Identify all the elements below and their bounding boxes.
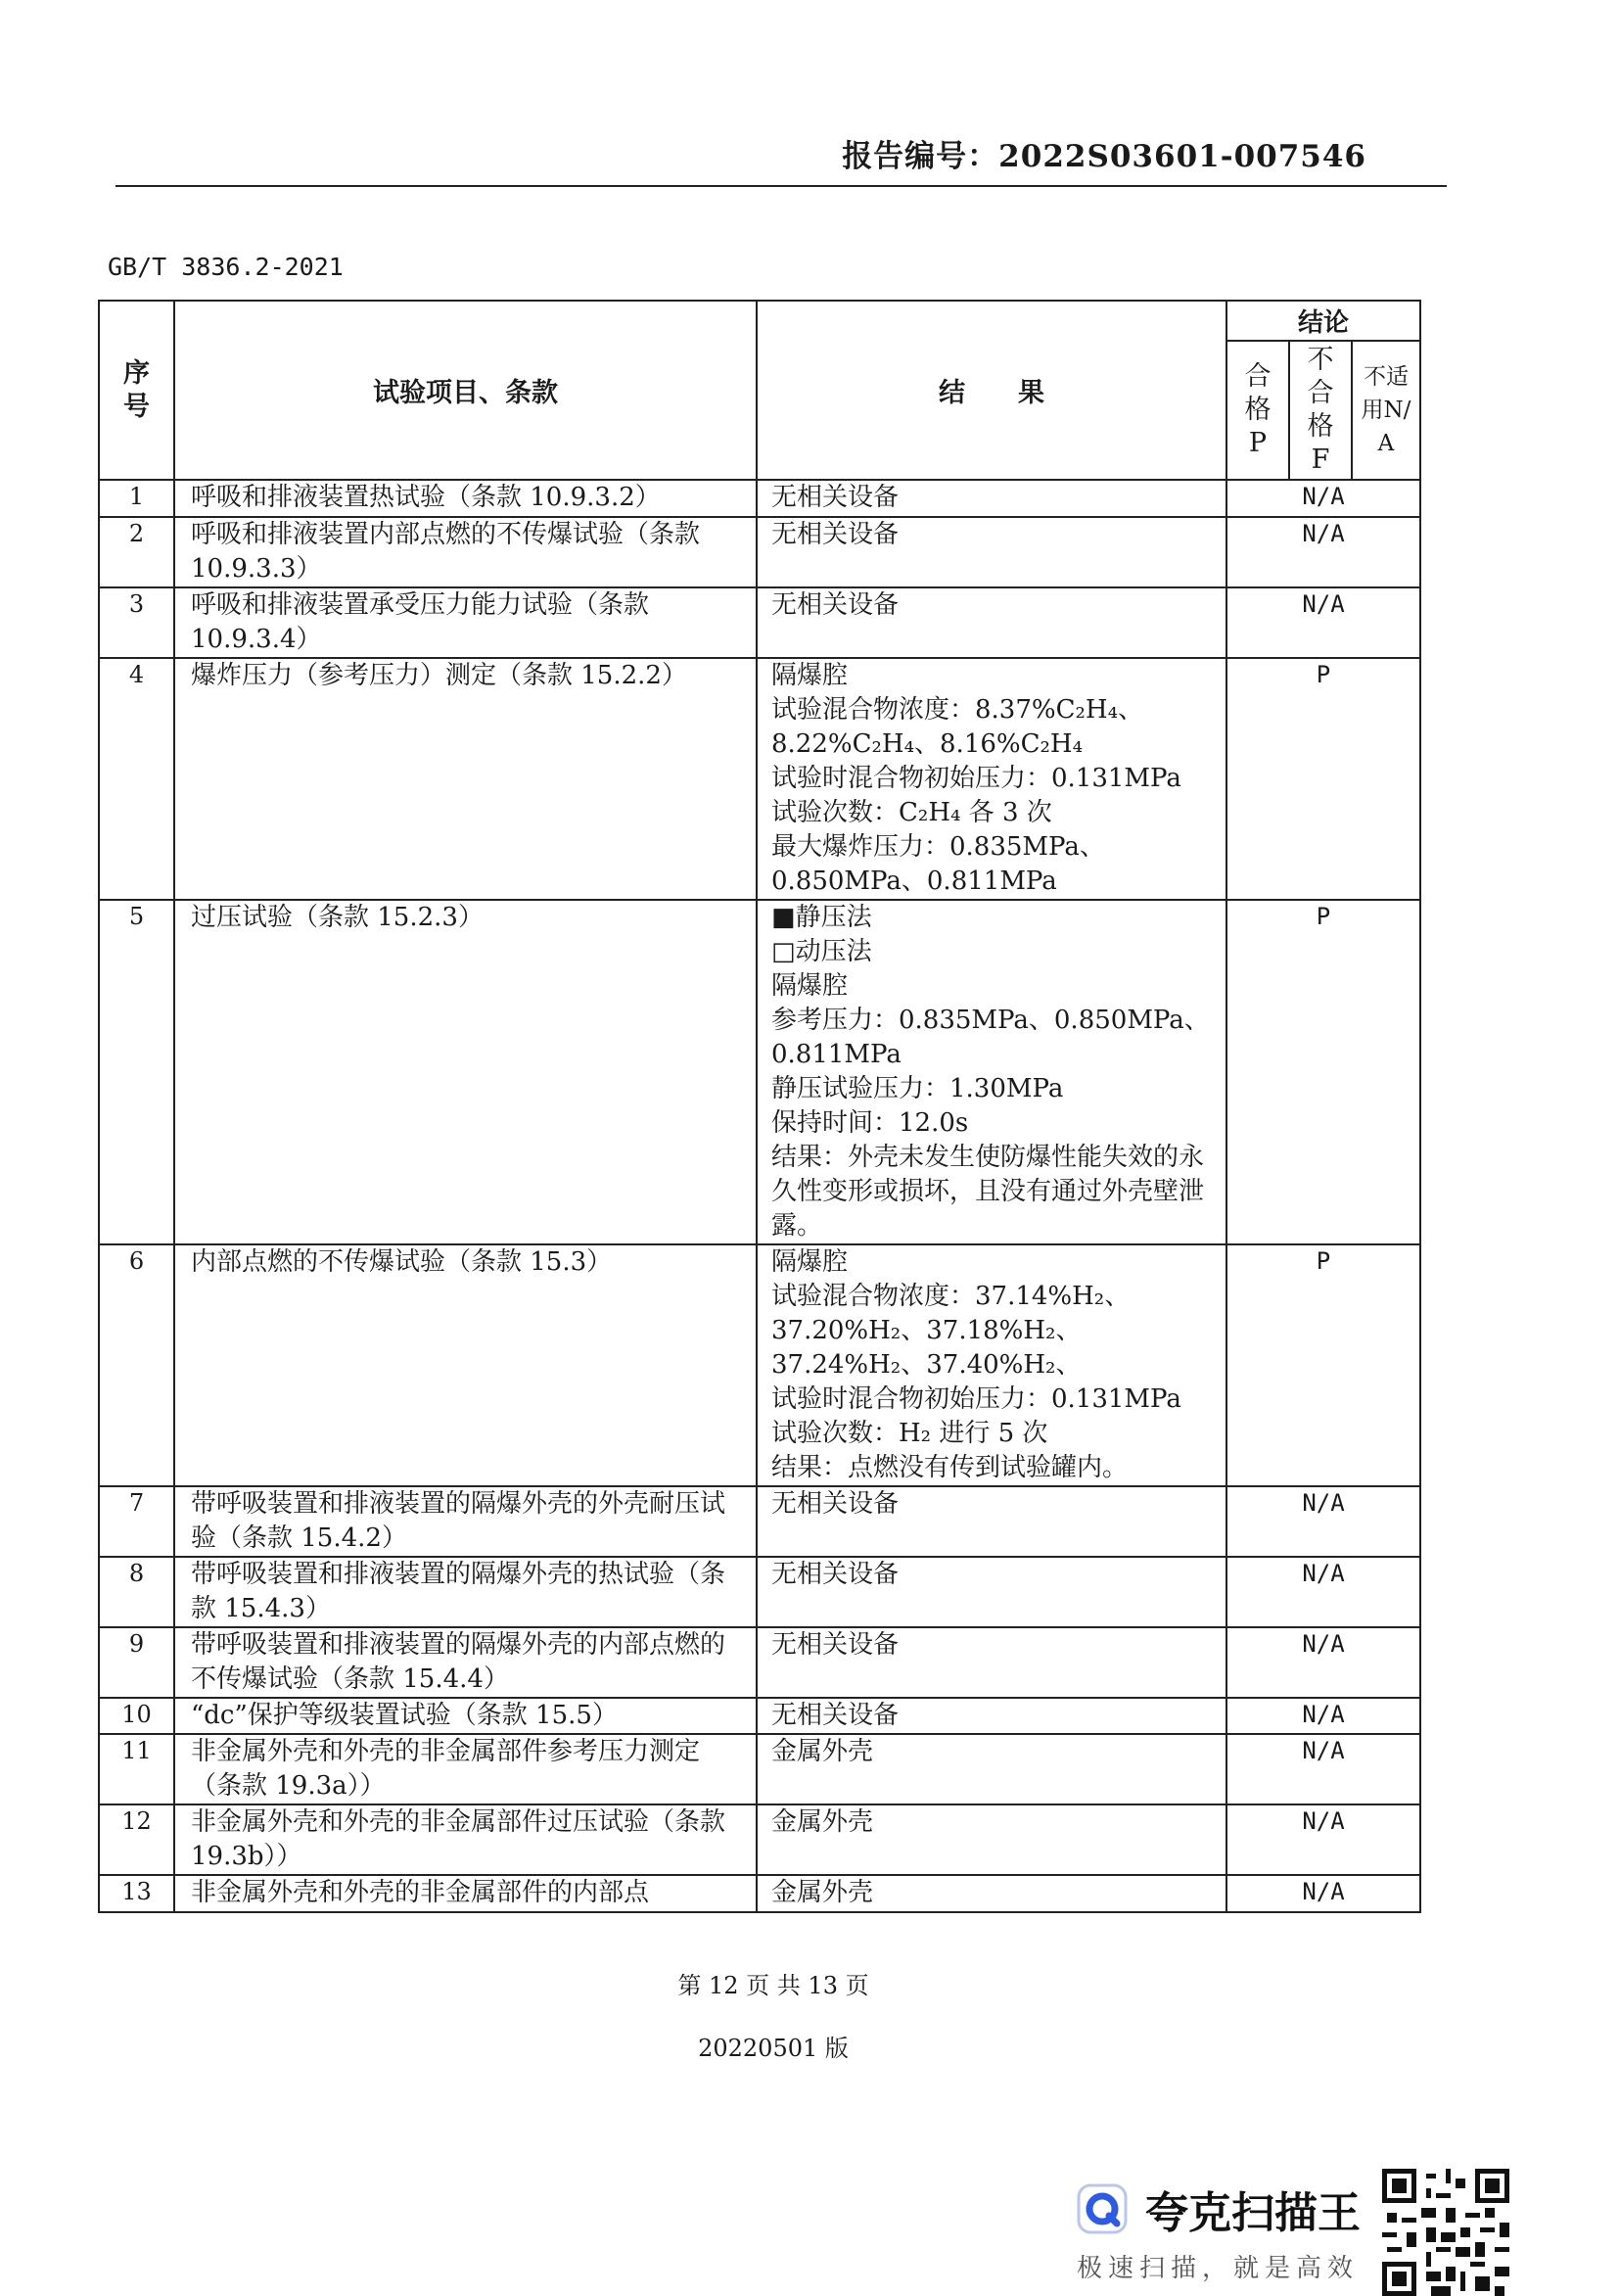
test-item: 非金属外壳和外壳的非金属部件参考压力测定（条款 19.3a）） xyxy=(174,1734,757,1804)
col-no-label: 序号 xyxy=(122,357,150,422)
table-row xyxy=(99,1486,1420,1557)
conclusion: N/A xyxy=(1226,1627,1420,1698)
result-line: 结果：点燃没有传到试验罐内。 xyxy=(771,1453,1129,1482)
table-row xyxy=(99,1698,1420,1734)
conclusion: N/A xyxy=(1226,587,1420,658)
table-row xyxy=(99,1627,1420,1698)
conclusion: N/A xyxy=(1226,1875,1420,1912)
test-item: 内部点燃的不传爆试验（条款 15.3） xyxy=(174,1244,757,1486)
result-line: 试验混合物浓度：8.37%C₂H₄、8.22%C₂H₄、8.16%C₂H₄ xyxy=(771,695,1144,759)
test-result xyxy=(757,1698,1226,1734)
row-number: 7 xyxy=(99,1486,174,1557)
test-item: 呼吸和排液装置承受压力能力试验（条款 10.9.3.4） xyxy=(174,587,757,658)
page-number: 第 12 页 共 13 页 xyxy=(677,1972,869,1999)
result-line: 参考压力：0.835MPa、0.850MPa、0.811MPa xyxy=(771,1006,1210,1069)
row-number: 9 xyxy=(99,1627,174,1698)
result-line: 无相关设备 xyxy=(771,1701,900,1730)
result-line: 保持时间：12.0s xyxy=(771,1108,969,1138)
test-item: “dc”保护等级装置试验（条款 15.5） xyxy=(174,1698,757,1734)
column-header-pass xyxy=(1226,341,1289,480)
test-result xyxy=(757,1875,1226,1912)
result-line: 无相关设备 xyxy=(771,1489,900,1519)
table-row xyxy=(99,1244,1420,1486)
result-line: 无相关设备 xyxy=(771,1630,900,1660)
table-row xyxy=(99,1557,1420,1627)
row-number: 2 xyxy=(99,517,174,587)
test-result xyxy=(757,1244,1226,1486)
report-number: 报告编号：2022S03601-007546 xyxy=(842,139,1366,174)
col-fail-label: 不合格F xyxy=(1307,345,1334,475)
conclusion: N/A xyxy=(1226,1486,1420,1557)
conclusion: P xyxy=(1226,900,1420,1244)
result-line: 静压试验压力：1.30MPa xyxy=(771,1074,1064,1103)
qr-code-icon xyxy=(1382,2169,1509,2296)
result-line: 无相关设备 xyxy=(771,590,900,620)
result-line: 金属外壳 xyxy=(771,1878,874,1907)
scanner-logo-icon xyxy=(1077,2183,1128,2234)
result-line: 隔爆腔 xyxy=(771,661,849,690)
row-number: 13 xyxy=(99,1875,174,1912)
test-result xyxy=(757,1627,1226,1698)
row-number: 11 xyxy=(99,1734,174,1804)
test-item: 呼吸和排液装置内部点燃的不传爆试验（条款 10.9.3.3） xyxy=(174,517,757,587)
result-line: 试验时混合物初始压力：0.131MPa xyxy=(771,1384,1181,1414)
test-result xyxy=(757,1557,1226,1627)
test-result xyxy=(757,658,1226,900)
conclusion: N/A xyxy=(1226,1557,1420,1627)
conclusion: P xyxy=(1226,658,1420,900)
test-item: 带呼吸装置和排液装置的隔爆外壳的热试验（条款 15.4.3） xyxy=(174,1557,757,1627)
row-number: 5 xyxy=(99,900,174,1244)
conclusion: N/A xyxy=(1226,1804,1420,1875)
column-header-na xyxy=(1352,341,1420,480)
table-row xyxy=(99,480,1420,517)
test-result xyxy=(757,1486,1226,1557)
result-line: 试验混合物浓度：37.14%H₂、37.20%H₂、37.18%H₂、37.24%H₂、37.40%H₂、 xyxy=(771,1282,1131,1380)
col-pass-label: 合格P xyxy=(1244,361,1272,458)
table-row xyxy=(99,1875,1420,1912)
table-row xyxy=(99,900,1420,1244)
result-line: 试验次数：C₂H₄ 各 3 次 xyxy=(771,798,1052,827)
result-line: 无相关设备 xyxy=(771,520,900,549)
row-number: 12 xyxy=(99,1804,174,1875)
result-line: 最大爆炸压力：0.835MPa、0.850MPa、0.811MPa xyxy=(771,832,1105,896)
table-row xyxy=(99,1804,1420,1875)
result-line: 隔爆腔 xyxy=(771,1247,849,1277)
test-result xyxy=(757,1804,1226,1875)
test-item: 爆炸压力（参考压力）测定（条款 15.2.2） xyxy=(174,658,757,900)
table-row xyxy=(99,658,1420,900)
test-result xyxy=(757,900,1226,1244)
column-header-result: 结 果 xyxy=(757,301,1226,480)
column-header-conclusion: 结论 xyxy=(1226,301,1420,341)
test-result xyxy=(757,587,1226,658)
conclusion: N/A xyxy=(1226,1734,1420,1804)
test-results-table xyxy=(98,300,1421,1913)
test-result xyxy=(757,517,1226,587)
brand-tagline: 极速扫描，就是高效 xyxy=(1077,2254,1360,2283)
conclusion: N/A xyxy=(1226,480,1420,517)
result-line: 结果：外壳未发生使防爆性能失效的永久性变形或损坏，且没有通过外壳壁泄露。 xyxy=(771,1143,1205,1241)
result-line: □动压法 xyxy=(771,937,872,966)
row-number: 8 xyxy=(99,1557,174,1627)
test-item: 带呼吸装置和排液装置的隔爆外壳的外壳耐压试验（条款 15.4.2） xyxy=(174,1486,757,1557)
result-line: ■静压法 xyxy=(771,903,872,932)
table-row xyxy=(99,517,1420,587)
header-rule xyxy=(116,185,1447,187)
result-line: 无相关设备 xyxy=(771,1560,900,1589)
conclusion: P xyxy=(1226,1244,1420,1486)
column-header-fail xyxy=(1289,341,1352,480)
result-line: 隔爆腔 xyxy=(771,971,849,1001)
row-number: 4 xyxy=(99,658,174,900)
result-line: 金属外壳 xyxy=(771,1807,874,1837)
column-header-no xyxy=(99,301,174,480)
test-item: 带呼吸装置和排液装置的隔爆外壳的内部点燃的不传爆试验（条款 15.4.4） xyxy=(174,1627,757,1698)
conclusion: N/A xyxy=(1226,517,1420,587)
table-row xyxy=(99,1734,1420,1804)
test-item: 呼吸和排液装置热试验（条款 10.9.3.2） xyxy=(174,480,757,517)
test-result xyxy=(757,1734,1226,1804)
brand-name: 夸克扫描王 xyxy=(1145,2188,1361,2238)
result-line: 金属外壳 xyxy=(771,1737,874,1766)
result-line: 无相关设备 xyxy=(771,483,900,512)
standard-number: GB/T 3836.2-2021 xyxy=(108,253,344,281)
test-item: 过压试验（条款 15.2.3） xyxy=(174,900,757,1244)
row-number: 10 xyxy=(99,1698,174,1734)
conclusion: N/A xyxy=(1226,1698,1420,1734)
test-item: 非金属外壳和外壳的非金属部件过压试验（条款 19.3b）） xyxy=(174,1804,757,1875)
column-header-item: 试验项目、条款 xyxy=(174,301,757,480)
table-row xyxy=(99,587,1420,658)
test-item: 非金属外壳和外壳的非金属部件的内部点 xyxy=(174,1875,757,1912)
row-number: 6 xyxy=(99,1244,174,1486)
version-label: 20220501 版 xyxy=(698,2035,849,2062)
row-number: 1 xyxy=(99,480,174,517)
test-result xyxy=(757,480,1226,517)
row-number: 3 xyxy=(99,587,174,658)
result-line: 试验时混合物初始压力：0.131MPa xyxy=(771,764,1181,793)
col-na-label: 不适用N/A xyxy=(1361,364,1411,456)
result-line: 试验次数：H₂ 进行 5 次 xyxy=(771,1419,1048,1448)
